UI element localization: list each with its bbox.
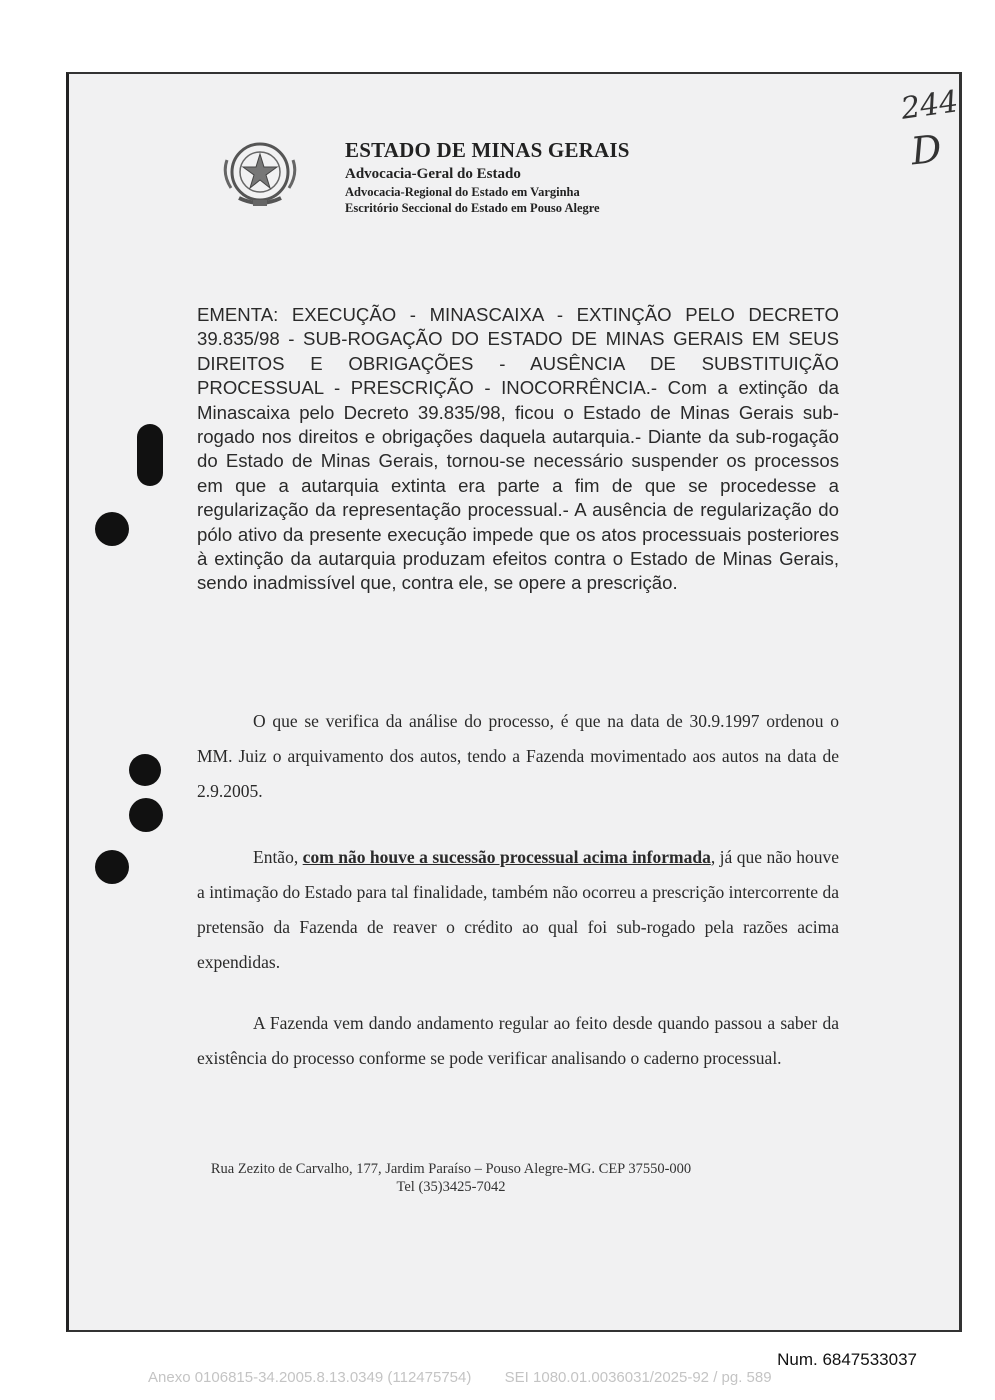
paragraph-3: A Fazenda vem dando andamento regular ao feito desde quando passou a saber da existência do processo conforme se pode verificar analisando o caderno processual. [197, 1013, 839, 1068]
footer-phone: Tel (35)3425-7042 [396, 1179, 506, 1195]
handwritten-page-number: 244 [898, 84, 961, 127]
paragraph-1: O que se verifica da análise do processo, é que na data de 30.9.1997 ordenou o MM. Juiz o arquivamento dos autos, tendo a Fazenda movimentado aos autos na data de 2.9.2005. [197, 711, 839, 801]
punch-hole [137, 424, 163, 486]
paragraph-2 [197, 840, 839, 980]
paragraph-2-start: Então, [253, 847, 303, 867]
paragraph-2-emphasis: com não houve a sucessão processual acima informada [302, 847, 711, 867]
footer-address: Rua Zezito de Carvalho, 177, Jardim Paraíso – Pouso Alegre-MG. CEP 37550-000 [210, 1161, 692, 1177]
letterhead [345, 138, 630, 215]
letterhead-office: Escritório Seccional do Estado em Pouso Alegre [345, 200, 600, 215]
page-footer [66, 1160, 836, 1196]
scanned-page [66, 72, 962, 1332]
annex-reference: Anexo 0106815-34.2005.8.13.0349 (112475754) SEI 1080.01.0036031/2025-92 / pg. 589 [148, 1369, 772, 1386]
letterhead-title: ESTADO DE MINAS GERAIS [345, 138, 630, 162]
document-number: Num. 6847533037 [777, 1350, 917, 1369]
ementa-text: EMENTA: EXECUÇÃO - MINASCAIXA - EXTINÇÃO PELO DECRETO 39.835/98 - SUB-ROGAÇÃO DO ESTADO DE MINAS GERAIS EM SEUS DIREITOS E OBRIGAÇÕES - AUSÊNCIA DE SUBSTITUIÇÃO PROCESSUAL - PRESCRIÇÃO - INOCORRÊNCIA.- Com a extinção da Minascaixa pelo Decreto 39.835/98, ficou o Estado de Minas Gerais sub-rogado nos direitos e obrigações daquela autarquia.- Diante da sub-rogação do Estado de Minas Gerais, tornou-se necessário suspender os processos em que a autarquia extinta era parte a fim de que se procedesse a regularização da representação processual.- A ausência de regularização do pólo ativo da presente execução impede que os atos processuais posteriores à extinção da autarquia produzam efeitos contra o Estado de Minas Gerais, sendo inadmissível que, contra ele, se opere a prescrição. [197, 304, 839, 594]
letterhead-regional: Advocacia-Regional do Estado em Varginha [345, 185, 580, 200]
punch-hole [95, 512, 129, 546]
letterhead-agency: Advocacia-Geral do Estado [345, 166, 521, 183]
paragraph-2-end: , já que não houve a intimação do Estado para tal finalidade, também não ocorreu a prescrição intercorrente da pretensão da Fazenda de reaver o crédito ao qual foi sub-rogado pela razões acima expendidas. [197, 847, 839, 972]
punch-hole [95, 850, 129, 884]
handwritten-mark: D [908, 126, 944, 174]
punch-hole [129, 754, 161, 786]
punch-hole [129, 798, 163, 832]
state-crest-icon [219, 140, 301, 212]
